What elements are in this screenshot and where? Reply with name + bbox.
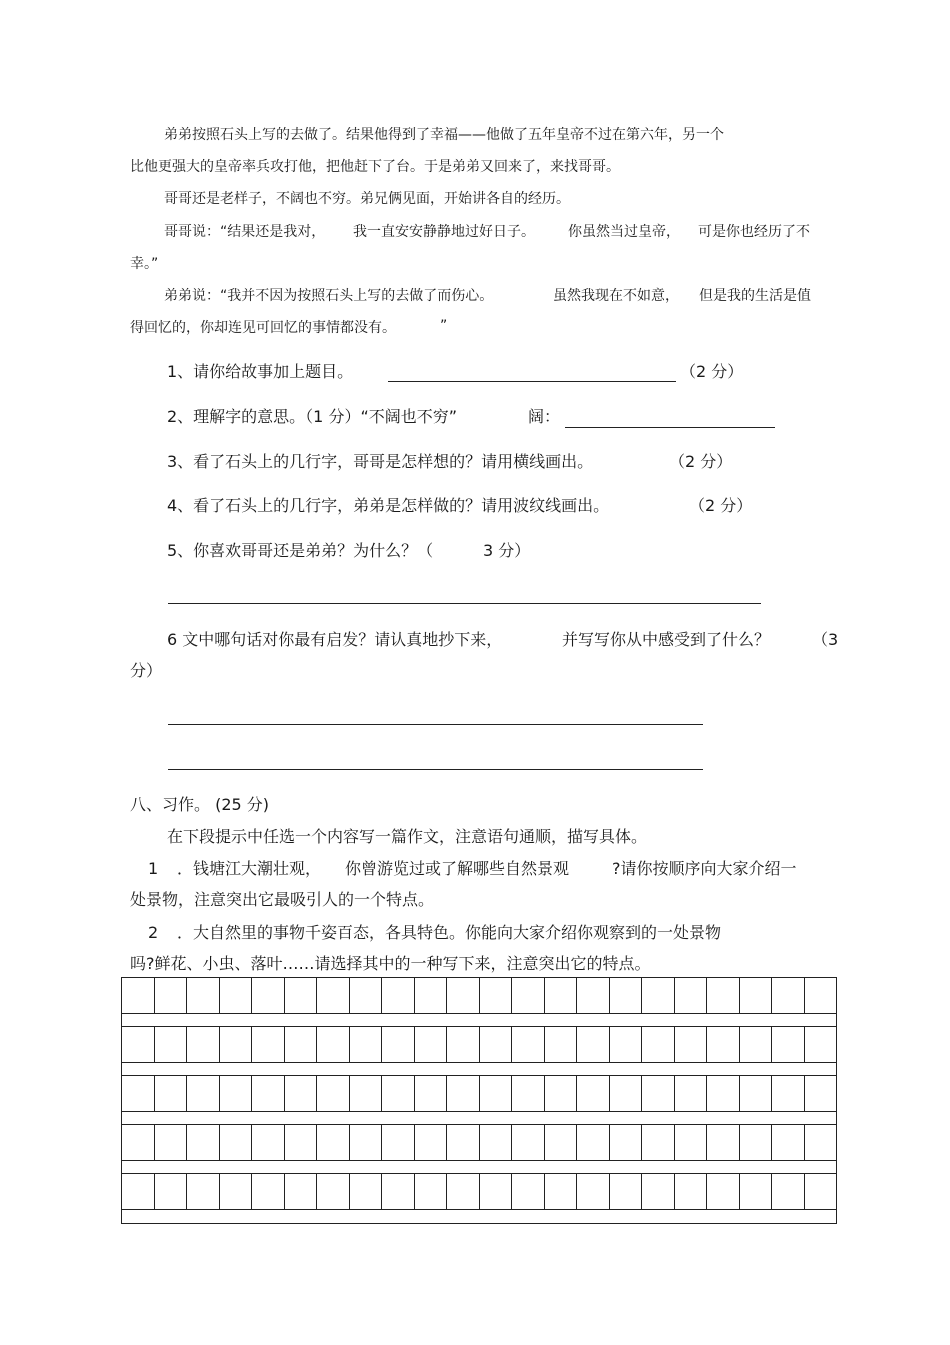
question-6-answer-line-1[interactable] <box>168 724 703 725</box>
story-p1-line2: 比他更强大的皇帝率兵攻打他，把他赶下了台。于是弟弟又回来了，来找哥哥。 <box>130 159 620 175</box>
composition-heading: 八、习作。 (25 分) <box>130 795 270 814</box>
grid-cell[interactable] <box>805 1125 837 1160</box>
grid-cell[interactable] <box>317 1076 350 1111</box>
question-2-char-label: 阔： <box>528 407 561 426</box>
writing-grid-row[interactable] <box>121 1075 837 1112</box>
grid-cell[interactable] <box>252 978 285 1013</box>
grid-cell[interactable] <box>707 1125 740 1160</box>
grid-cell[interactable] <box>415 1076 448 1111</box>
composition-intro: 在下段提示中任选一个内容写一篇作文，注意语句通顺，描写具体。 <box>167 827 648 846</box>
grid-cell[interactable] <box>382 1174 415 1209</box>
grid-cell[interactable] <box>805 978 837 1013</box>
grid-cell[interactable] <box>577 1027 610 1062</box>
question-4-score: （2 分） <box>689 496 753 515</box>
question-6-text-d: 分） <box>130 661 163 680</box>
question-6-text-b: 并写写你从中感受到了什么？ <box>562 630 771 649</box>
composition-option-2-line2: 吗?鲜花、小虫、落叶……请选择其中的一种写下来，注意突出它的特点。 <box>130 954 651 973</box>
story-p4-line1-c: 但是我的生活是值 <box>699 288 811 304</box>
question-6-text-a: 6 文中哪句话对你最有启发？请认真地抄下来， <box>167 630 503 649</box>
question-1-text: 1、请你给故事加上题目。 <box>167 362 354 381</box>
grid-cell[interactable] <box>610 1076 643 1111</box>
question-5-score: 3 分） <box>483 541 531 560</box>
story-p4-line1-b: 虽然我现在不如意， <box>553 288 679 304</box>
grid-cell[interactable] <box>707 1027 740 1062</box>
grid-cell[interactable] <box>220 1076 253 1111</box>
grid-cell[interactable] <box>285 1125 318 1160</box>
grid-cell[interactable] <box>772 1027 805 1062</box>
grid-cell[interactable] <box>480 978 513 1013</box>
grid-cell[interactable] <box>187 978 220 1013</box>
grid-cell[interactable] <box>512 978 545 1013</box>
grid-cell[interactable] <box>350 1174 383 1209</box>
question-1-answer-line[interactable] <box>388 381 676 382</box>
grid-cell[interactable] <box>512 1174 545 1209</box>
composition-option-2-line1: ．大自然里的事物千姿百态，各具特色。你能向大家介绍你观察到的一处景物 <box>177 923 722 942</box>
question-3-score: （2 分） <box>669 452 733 471</box>
composition-option-1-line1-b: 你曾游览过或了解哪些自然景观 <box>345 859 570 878</box>
grid-cell[interactable] <box>480 1076 513 1111</box>
grid-cell[interactable] <box>220 1125 253 1160</box>
story-p3-line2: 幸。” <box>130 256 159 272</box>
grid-cell[interactable] <box>642 978 675 1013</box>
story-p3-line1-b: 我一直安安静静地过好日子。 <box>353 224 535 240</box>
grid-cell[interactable] <box>610 1174 643 1209</box>
grid-cell[interactable] <box>220 1027 253 1062</box>
grid-cell[interactable] <box>155 978 188 1013</box>
grid-cell[interactable] <box>350 1076 383 1111</box>
grid-cell[interactable] <box>772 978 805 1013</box>
story-p1-line1: 弟弟按照石头上写的去做了。结果他得到了幸福——他做了五年皇帝不过在第六年，另一个 <box>164 127 724 143</box>
story-p2: 哥哥还是老样子，不阔也不穷。弟兄俩见面，开始讲各自的经历。 <box>164 191 570 207</box>
grid-cell[interactable] <box>545 1027 578 1062</box>
grid-cell[interactable] <box>447 978 480 1013</box>
grid-cell[interactable] <box>610 978 643 1013</box>
question-2-text: 2、理解字的意思。（1 分）“不阔也不穷” <box>167 407 458 426</box>
grid-cell[interactable] <box>350 1027 383 1062</box>
grid-cell[interactable] <box>545 978 578 1013</box>
writing-grid-gap <box>121 1210 837 1224</box>
writing-grid-row[interactable] <box>121 977 837 1014</box>
question-1-score: （2 分） <box>680 362 744 381</box>
grid-cell[interactable] <box>805 1027 837 1062</box>
writing-grid-row[interactable] <box>121 1124 837 1161</box>
grid-cell[interactable] <box>285 1174 318 1209</box>
grid-cell[interactable] <box>317 978 350 1013</box>
grid-cell[interactable] <box>642 1174 675 1209</box>
composition-option-1-line1-a: ．钱塘江大潮壮观， <box>177 859 322 878</box>
story-p3-line1-c: 你虽然当过皇帝， <box>568 224 680 240</box>
grid-cell[interactable] <box>155 1174 188 1209</box>
grid-cell[interactable] <box>545 1174 578 1209</box>
grid-cell[interactable] <box>447 1125 480 1160</box>
grid-cell[interactable] <box>285 1027 318 1062</box>
grid-cell[interactable] <box>122 1076 155 1111</box>
grid-cell[interactable] <box>740 1076 773 1111</box>
grid-cell[interactable] <box>772 1076 805 1111</box>
story-p4-line2-b: ” <box>440 318 448 334</box>
grid-cell[interactable] <box>512 1076 545 1111</box>
grid-cell[interactable] <box>252 1174 285 1209</box>
grid-cell[interactable] <box>350 1125 383 1160</box>
grid-cell[interactable] <box>382 1027 415 1062</box>
grid-cell[interactable] <box>707 978 740 1013</box>
grid-cell[interactable] <box>285 978 318 1013</box>
grid-cell[interactable] <box>350 978 383 1013</box>
composition-option-2-number: 2 <box>148 923 159 942</box>
grid-cell[interactable] <box>740 1125 773 1160</box>
grid-cell[interactable] <box>187 1076 220 1111</box>
grid-cell[interactable] <box>675 978 708 1013</box>
question-6-answer-line-2[interactable] <box>168 769 703 770</box>
grid-cell[interactable] <box>415 1174 448 1209</box>
grid-cell[interactable] <box>480 1174 513 1209</box>
grid-cell[interactable] <box>610 1125 643 1160</box>
grid-cell[interactable] <box>447 1174 480 1209</box>
writing-grid-row[interactable] <box>121 1173 837 1210</box>
grid-cell[interactable] <box>577 978 610 1013</box>
grid-cell[interactable] <box>122 1174 155 1209</box>
grid-cell[interactable] <box>642 1076 675 1111</box>
grid-cell[interactable] <box>122 1027 155 1062</box>
grid-cell[interactable] <box>675 1174 708 1209</box>
grid-cell[interactable] <box>415 1125 448 1160</box>
grid-cell[interactable] <box>220 1174 253 1209</box>
grid-cell[interactable] <box>642 1027 675 1062</box>
grid-cell[interactable] <box>675 1076 708 1111</box>
grid-cell[interactable] <box>805 1076 837 1111</box>
question-6-text-c: （3 <box>812 630 839 649</box>
grid-cell[interactable] <box>252 1076 285 1111</box>
question-4-text: 4、看了石头上的几行字，弟弟是怎样做的？请用波纹线画出。 <box>167 496 610 515</box>
grid-cell[interactable] <box>577 1174 610 1209</box>
grid-cell[interactable] <box>317 1174 350 1209</box>
grid-cell[interactable] <box>480 1027 513 1062</box>
grid-cell[interactable] <box>317 1027 350 1062</box>
question-2-answer-line[interactable] <box>565 427 775 428</box>
grid-cell[interactable] <box>122 978 155 1013</box>
grid-cell[interactable] <box>382 1125 415 1160</box>
grid-cell[interactable] <box>740 1174 773 1209</box>
grid-cell[interactable] <box>675 1125 708 1160</box>
story-p4-line2-a: 得回忆的，你却连见可回忆的事情都没有。 <box>130 320 396 336</box>
grid-cell[interactable] <box>577 1076 610 1111</box>
grid-cell[interactable] <box>480 1125 513 1160</box>
writing-grid-row[interactable] <box>121 1026 837 1063</box>
grid-cell[interactable] <box>285 1076 318 1111</box>
story-p4-line1-a: 弟弟说：“我并不因为按照石头上写的去做了而伤心。 <box>164 288 494 304</box>
question-5-text: 5、你喜欢哥哥还是弟弟？为什么？（ <box>167 541 434 560</box>
grid-cell[interactable] <box>447 1076 480 1111</box>
grid-cell[interactable] <box>317 1125 350 1160</box>
question-3-text: 3、看了石头上的几行字，哥哥是怎样想的？请用横线画出。 <box>167 452 594 471</box>
grid-cell[interactable] <box>545 1125 578 1160</box>
composition-option-1-line1-c: ?请你按顺序向大家介绍一 <box>612 859 797 878</box>
grid-cell[interactable] <box>155 1027 188 1062</box>
grid-cell[interactable] <box>122 1125 155 1160</box>
grid-cell[interactable] <box>382 1076 415 1111</box>
grid-cell[interactable] <box>772 1125 805 1160</box>
composition-option-1-line2: 处景物，注意突出它最吸引人的一个特点。 <box>130 890 435 909</box>
grid-cell[interactable] <box>252 1125 285 1160</box>
grid-cell[interactable] <box>740 1027 773 1062</box>
grid-cell[interactable] <box>155 1076 188 1111</box>
grid-cell[interactable] <box>675 1027 708 1062</box>
grid-cell[interactable] <box>707 1174 740 1209</box>
grid-cell[interactable] <box>187 1174 220 1209</box>
story-p3-line1-d: 可是你也经历了不 <box>698 224 810 240</box>
grid-cell[interactable] <box>577 1125 610 1160</box>
grid-cell[interactable] <box>187 1027 220 1062</box>
grid-cell[interactable] <box>382 978 415 1013</box>
grid-cell[interactable] <box>155 1125 188 1160</box>
grid-cell[interactable] <box>415 1027 448 1062</box>
grid-cell[interactable] <box>740 978 773 1013</box>
grid-cell[interactable] <box>220 978 253 1013</box>
grid-cell[interactable] <box>707 1076 740 1111</box>
grid-cell[interactable] <box>512 1125 545 1160</box>
grid-cell[interactable] <box>610 1027 643 1062</box>
grid-cell[interactable] <box>512 1027 545 1062</box>
grid-cell[interactable] <box>447 1027 480 1062</box>
grid-cell[interactable] <box>415 978 448 1013</box>
grid-cell[interactable] <box>805 1174 837 1209</box>
grid-cell[interactable] <box>252 1027 285 1062</box>
grid-cell[interactable] <box>187 1125 220 1160</box>
question-5-answer-line[interactable] <box>168 603 761 604</box>
story-p3-line1-a: 哥哥说：“结果还是我对， <box>164 224 326 240</box>
grid-cell[interactable] <box>642 1125 675 1160</box>
grid-cell[interactable] <box>772 1174 805 1209</box>
grid-cell[interactable] <box>545 1076 578 1111</box>
composition-option-1-number: 1 <box>148 859 159 878</box>
